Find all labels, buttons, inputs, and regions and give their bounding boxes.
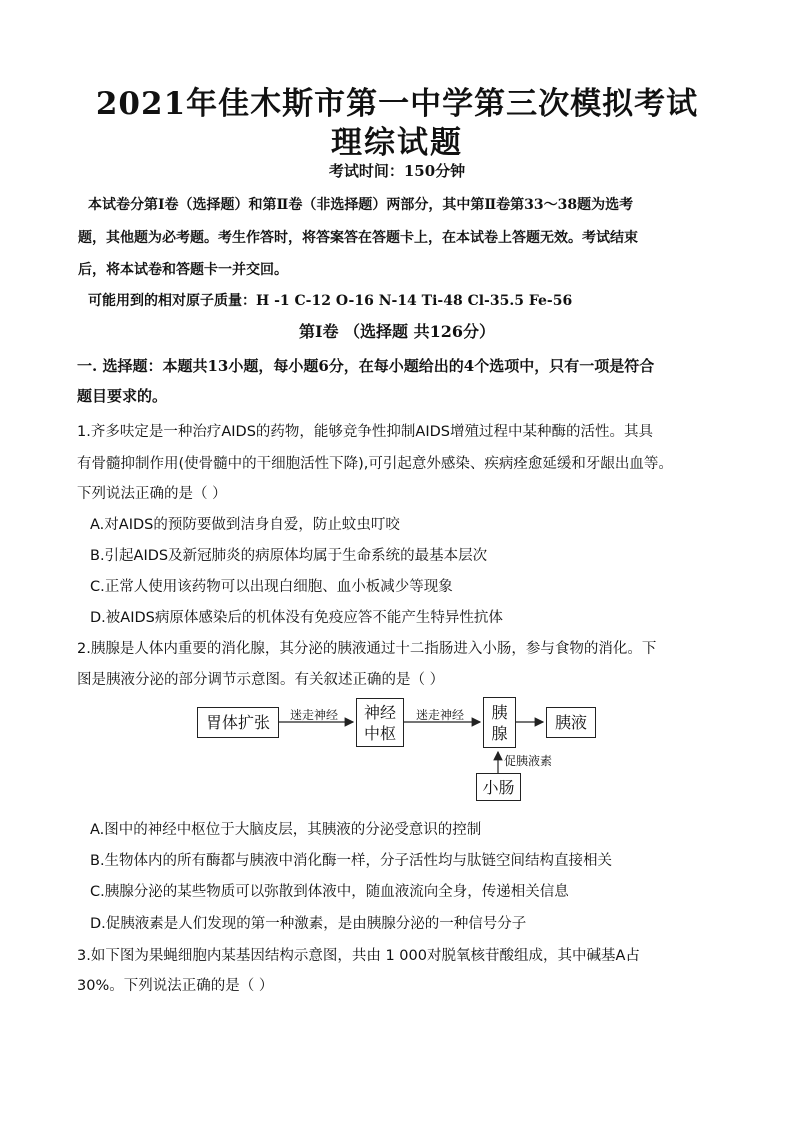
exam-subtitle: 理综试题 [331,125,463,161]
q1-option-a: A.对AIDS的预防要做到洁身自爱，防止蚊虫叮咬 [90,517,400,533]
exam-time: 考试时间：150分钟 [328,162,466,180]
edge-label-vagus-2: 迷走神经 [416,708,465,722]
q1-stem: 1.齐多呋定是一种治疗AIDS的药物，能够竞争性抑制AIDS增殖过程中某种酶的活性。其具 [77,424,653,440]
q2-option-c: C.胰腺分泌的某些物质可以弥散到体液中，随血液流向全身，传递相关信息 [90,884,569,900]
edge-label-vagus-1: 迷走神经 [290,708,339,722]
q2-option-a: A.图中的神经中枢位于大脑皮层，其胰液的分泌受意识的控制 [90,822,482,838]
q1-stem: 下列说法正确的是（ ） [77,486,227,502]
q2-option-b: B.生物体内的所有酶都与胰液中消化酶一样，分子活性均与肽链空间结构直接相关 [90,853,613,869]
q1-option-d: D.被AIDS病原体感染后的机体没有免疫应答不能产生特异性抗体 [90,610,503,626]
instruction-line: 题，其他题为必考题。考生作答时，将答案答在答题卡上，在本试卷上答题无效。考试结束 [78,230,638,246]
box-pancreas-line1: 胰 [491,702,508,722]
edge-label-secretin: 促胰液素 [504,754,553,768]
box-stomach-distension: 胃体扩张 [197,707,279,738]
box-small-intestine: 小肠 [476,773,521,801]
q1-stem: 有骨髓抑制作用(使骨髓中的干细胞活性下降),可引起意外感染、疾病痊愈延缓和牙龈出血等。 [77,456,673,472]
atomic-mass-line: 可能用到的相对原子质量：H -1 C-12 O-16 N-14 Ti-48 Cl-35.5 Fe-56 [88,293,573,309]
box-pancreas-line2: 腺 [491,723,508,743]
exam-title: 2021年佳木斯市第一中学第三次模拟考试 [95,86,699,122]
part-heading: 一. 选择题：本题共13小题，每小题6分，在每小题给出的4个选项中，只有一项是符合 [77,357,655,375]
box-nerve-center-line2: 中枢 [363,723,396,743]
q3-stem: 3.如下图为果蝇细胞内某基因结构示意图，共由 1 000对脱氧核苷酸组成，其中碱基A占 [77,948,640,964]
section-title: 第Ⅰ卷 （选择题 共126分） [298,322,496,341]
box-nerve-center-line1: 神经 [363,702,396,722]
q1-option-c: C.正常人使用该药物可以出现白细胞、血小板减少等现象 [90,579,453,595]
instruction-line: 后，将本试卷和答题卡一并交回。 [78,262,288,278]
instruction-line: 本试卷分第Ⅰ卷（选择题）和第Ⅱ卷（非选择题）两部分，其中第Ⅱ卷第33～38题为选考 [88,197,634,213]
q2-option-d: D.促胰液素是人们发现的第一种激素，是由胰腺分泌的一种信号分子 [90,916,527,932]
q3-stem: 30%。下列说法正确的是（ ） [77,978,274,994]
q2-stem: 2.胰腺是人体内重要的消化腺，其分泌的胰液通过十二指肠进入小肠，参与食物的消化。下 [77,641,657,657]
box-pancreatic-juice: 胰液 [546,707,596,738]
q1-option-b: B.引起AIDS及新冠肺炎的病原体均属于生命系统的最基本层次 [90,548,488,564]
part-heading: 题目要求的。 [77,387,168,405]
box-nerve-center [356,698,404,747]
q2-stem: 图是胰液分泌的部分调节示意图。有关叙述正确的是（ ） [77,672,445,688]
box-pancreas [483,697,516,748]
